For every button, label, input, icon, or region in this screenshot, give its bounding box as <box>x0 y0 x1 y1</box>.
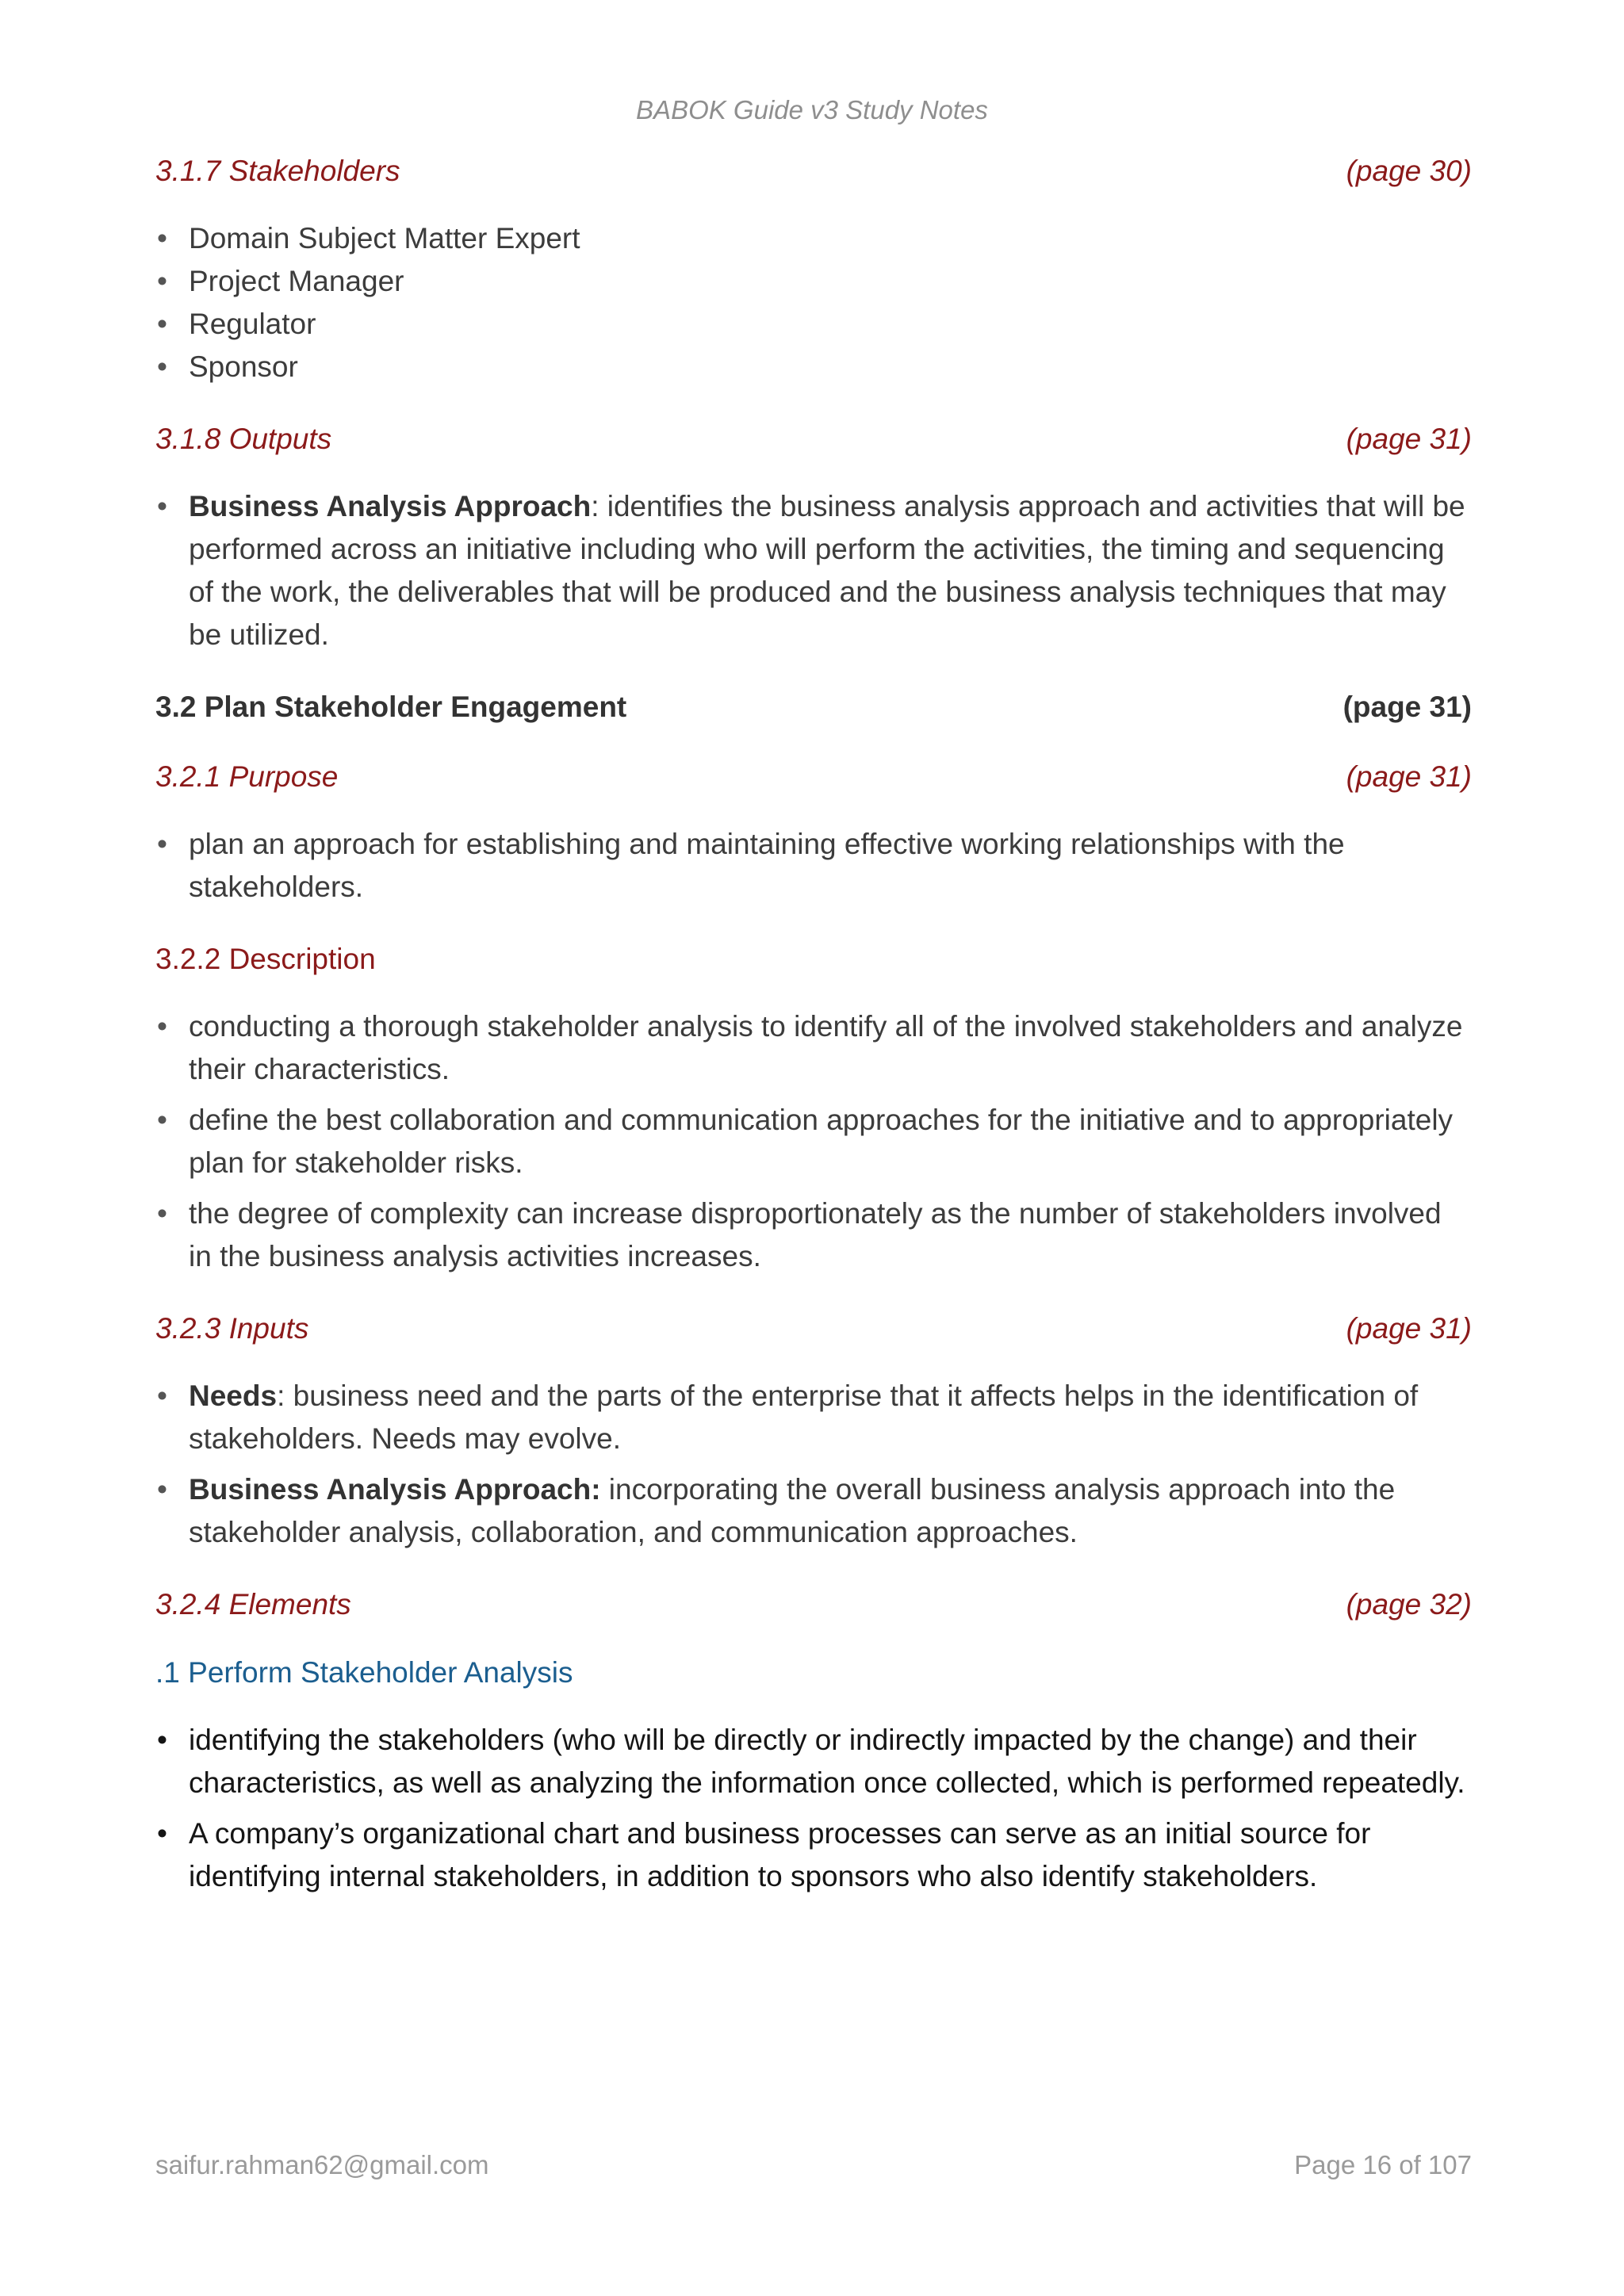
list-item: • plan an approach for establishing and maintaining effective working relationships with the stakeholders. <box>155 823 1472 909</box>
definition: : identifies the business analysis approach and activities that will be performed across an initiative including who will perform the activities, the timing and sequencing of the work, the deliverables that will be produced and the business analysis techniques that may be utilized. <box>189 490 1465 651</box>
list-item: • the degree of complexity can increase disproportionately as the number of stakeholders involved in the business analysis activities increases. <box>155 1192 1472 1278</box>
section-heading-3-2-2 <box>155 940 1472 978</box>
list-item: • Project Manager <box>155 260 1472 303</box>
section-page-ref: (page 32) <box>1346 1588 1472 1621</box>
section-page-ref: (page 31) <box>1346 423 1472 455</box>
list-item: • Sponsor <box>155 346 1472 388</box>
definition: : business need and the parts of the enterprise that it affects helps in the identification of stakeholders. Needs may evolve. <box>189 1380 1419 1455</box>
section-heading-3-2 <box>155 688 1472 726</box>
description-list <box>155 1005 1472 1278</box>
list-item: • A company’s organizational chart and business processes can serve as an initial source for identifying internal stakeholders, in addition to sponsors who also identify stakeholders. <box>155 1812 1472 1898</box>
term: Business Analysis Approach <box>189 490 592 522</box>
list-item <box>155 485 1472 656</box>
section-heading-3-2-4 <box>155 1586 1472 1624</box>
section-page-ref: (page 31) <box>1342 691 1472 723</box>
footer-page-number: Page 16 of 107 <box>1294 2150 1472 2179</box>
section-heading-3-2-3 <box>155 1310 1472 1348</box>
footer-email: saifur.rahman62@gmail.com <box>155 2150 489 2179</box>
section-title: 3.2 Plan Stakeholder Engagement <box>155 691 627 723</box>
section-page-ref: (page 30) <box>1346 155 1472 187</box>
section-title: 3.2.2 Description <box>155 943 376 975</box>
definition: incorporating the overall business analysis approach into the stakeholder analysis, collaboration, and communication approaches. <box>189 1473 1396 1548</box>
list-item: • conducting a thorough stakeholder analysis to identify all of the involved stakeholders and analyze their characteristics. <box>155 1005 1472 1091</box>
section-heading-3-1-8 <box>155 420 1472 458</box>
section-page-ref: (page 31) <box>1346 760 1472 793</box>
running-header: BABOK Guide v3 Study Notes <box>636 95 988 124</box>
term: Business Analysis Approach: <box>189 1473 601 1506</box>
list-item: • define the best collaboration and communication approaches for the initiative and to appropriately plan for stakeholder risks. <box>155 1099 1472 1184</box>
list-item: • Domain Subject Matter Expert <box>155 217 1472 260</box>
elements-list <box>155 1719 1472 1898</box>
stakeholder-list <box>155 217 1472 388</box>
section-page-ref: (page 31) <box>1346 1312 1472 1345</box>
term: Needs <box>189 1380 278 1412</box>
list-item <box>155 1375 1472 1460</box>
section-title: 3.2.4 Elements <box>155 1588 351 1621</box>
list-item: • identifying the stakeholders (who will be directly or indirectly impacted by the change) and their characteristics, as well as analyzing the information once collected, which is performed repeatedly. <box>155 1719 1472 1804</box>
inputs-list <box>155 1375 1472 1554</box>
section-title: 3.1.7 Stakeholders <box>155 155 400 187</box>
list-item <box>155 1468 1472 1554</box>
outputs-list <box>155 485 1472 656</box>
section-title: 3.2.1 Purpose <box>155 760 339 793</box>
subsection-title: .1 Perform Stakeholder Analysis <box>155 1656 573 1689</box>
page-content <box>155 152 1472 1898</box>
section-heading-3-2-1 <box>155 758 1472 796</box>
page-footer <box>155 2150 1472 2180</box>
section-title: 3.2.3 Inputs <box>155 1312 309 1345</box>
list-item: • Regulator <box>155 303 1472 346</box>
purpose-list <box>155 823 1472 909</box>
section-title: 3.1.8 Outputs <box>155 423 332 455</box>
section-heading-3-1-7 <box>155 152 1472 190</box>
